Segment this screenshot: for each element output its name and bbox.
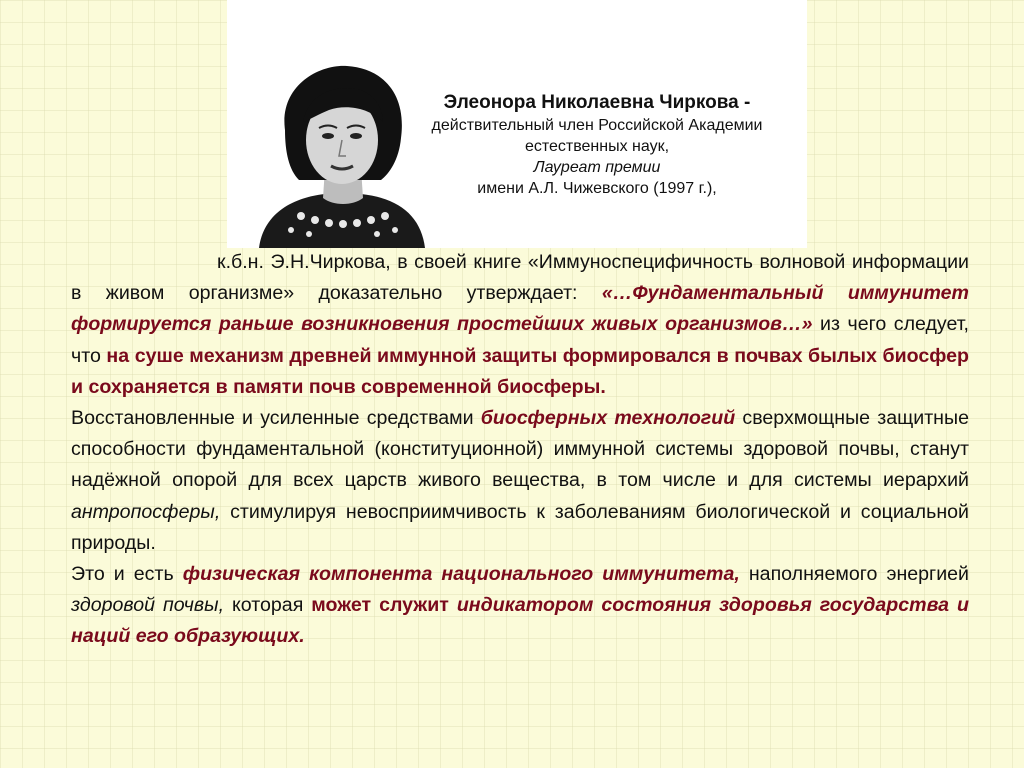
woman-portrait-icon [249,56,429,248]
p1-quote: «…Фундаментальный иммунитет формируется раньше возникновения простейших живых организмов…» [71,282,969,336]
p3-mid: наполняемого энергией [739,563,969,586]
caption-line-1: действительный член Российской Академии [431,117,763,134]
caption-line-2: естественных наук, [524,138,670,155]
p3-start: Это и есть [71,563,183,586]
p1-mid: из чего следует, что [71,313,969,367]
p3-mid2: которая [224,594,312,617]
p3-emph: физическая компонента национального иммунитета, [182,563,740,586]
p2-start: Восстановленные и усиленные средствами [71,407,481,430]
p2-mid: сверхмощные защитные способности фундаментальной (конституционной) иммунной системы здоровой почвы, станут надёжной опорой для всех царств живого вещества, в том числе и для системы иерархий [71,407,969,492]
p1-intro: к.б.н. Э.Н.Чиркова, в своей книге «Иммуноспецифичность волновой информации в живом организме» доказательно утверждает: [71,251,969,305]
p3-bold: может служит [311,594,457,617]
p1-conclusion: на суше механизм древней иммунной защиты формировался в почвах былых биосфер и сохраняется в памяти почв современной биосферы. [71,344,969,398]
photo-card [227,0,807,248]
paragraph-2 [71,403,969,559]
photo-caption [407,92,787,199]
p2-italic: антропосферы, [71,500,221,523]
p2-end: стимулируя невосприимчивость к заболеваниям биологической и социальной природы. [71,500,969,554]
p3-italic: здоровой почвы, [71,594,225,617]
body-text [71,247,969,653]
caption-line-3: Лауреат премии [533,159,661,176]
caption-line-4: имени А.Л. Чижевского (1997 г.), [477,180,717,197]
person-name: Элеонора Николаевна Чиркова - [443,92,751,113]
paragraph-1 [71,247,969,403]
p2-emph: биосферных технологий [480,407,736,430]
p3-end: индикатором состояния здоровья государства и наций его образующих. [71,594,970,648]
paragraph-3 [71,559,969,653]
